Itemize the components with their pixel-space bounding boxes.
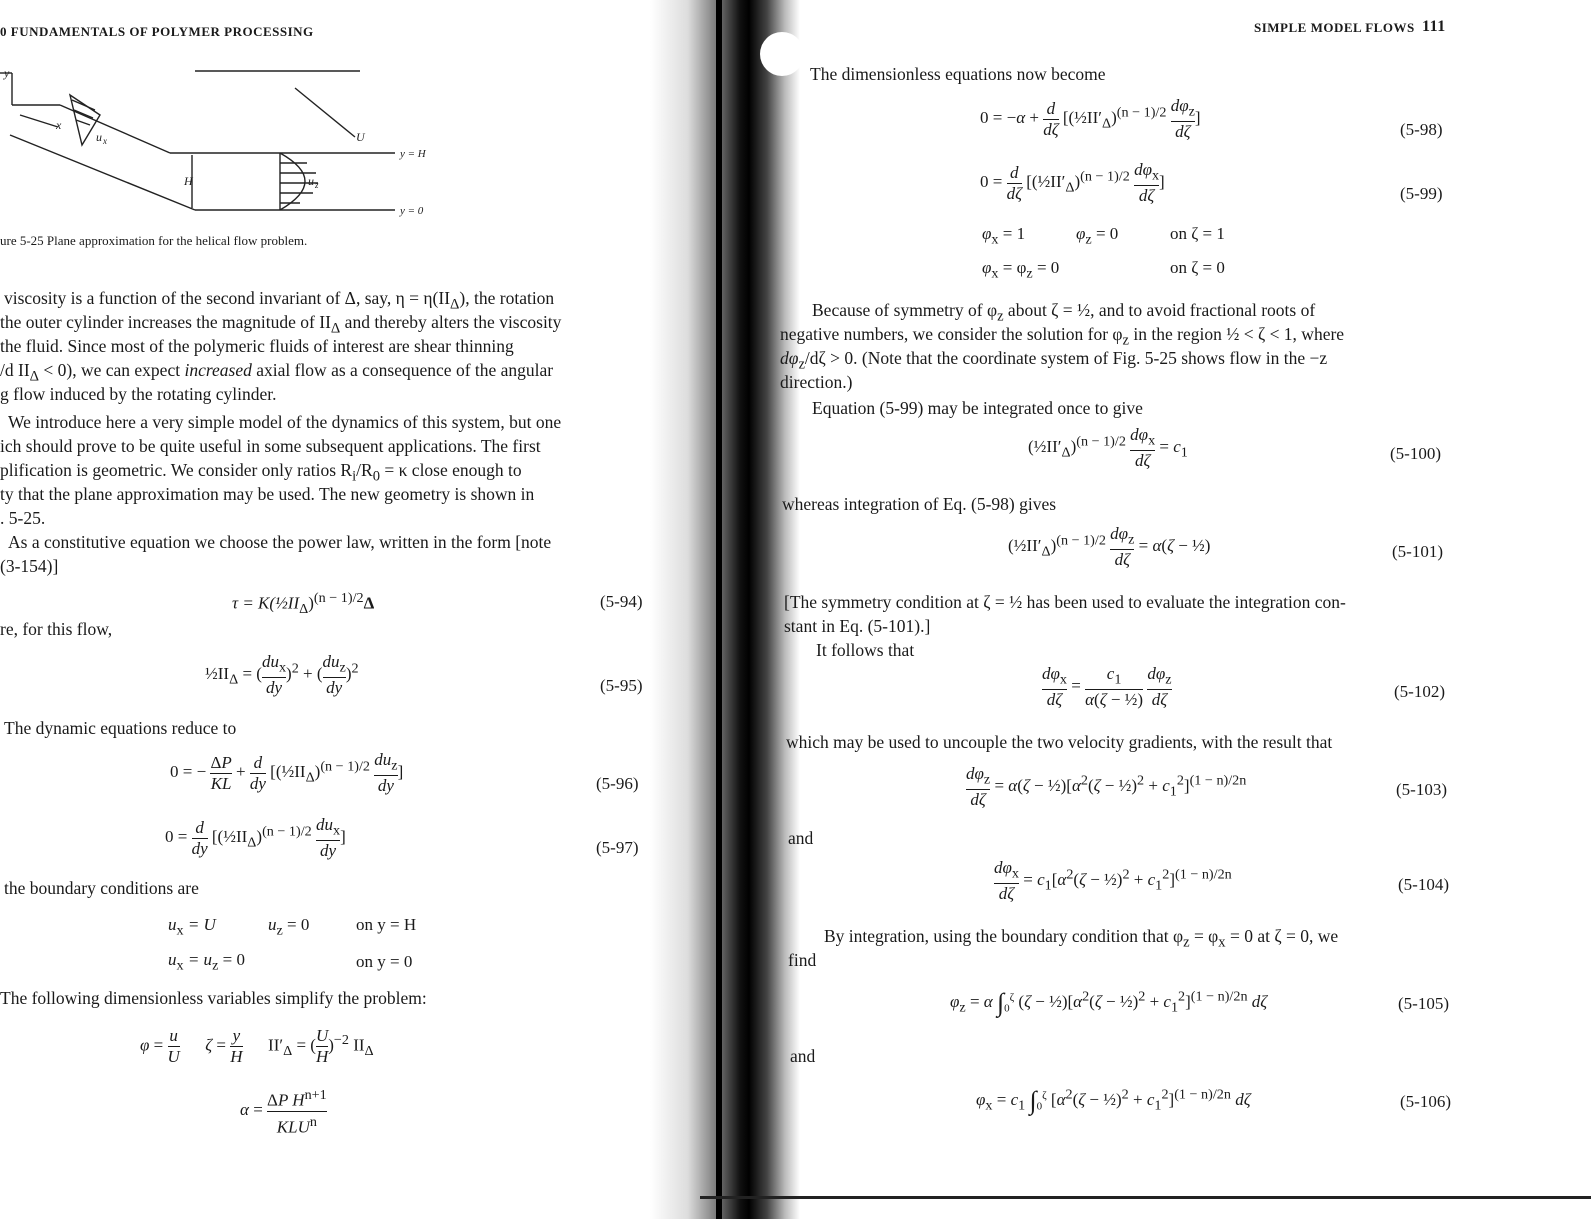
page-number: 111 [1422, 18, 1446, 35]
figure-5-25-diagram [0, 55, 440, 225]
eqno-5-102: (5-102) [1394, 682, 1445, 701]
eqno-5-105: (5-105) [1398, 994, 1449, 1013]
left-page [0, 0, 700, 1219]
equation-5-103: $\frac{d\varphi_z}{d\zeta}$ = $\alpha(\zeta - \frac{1}{2})[\alpha^2(\zeta$ − ½)$^2$ + $c_1^2]^{(1 - n)/2n}$ [966, 764, 1247, 810]
bc-row-1-condition: on y = H [356, 915, 417, 934]
rbc-row-2-condition: on ζ = 0 [1170, 258, 1225, 277]
fig-label-y-eq-h: y = H [400, 148, 426, 160]
fig-label-ux: u [96, 130, 102, 144]
book-spine [716, 0, 722, 1219]
bc-row-1: $u_x = U$ [168, 915, 216, 939]
equation-5-99: 0 = $\frac{d}{d\zeta}$ [$(\frac{1}{2}II'_\Delta)^{(n - 1)/2}$ $\frac{d\varphi_x}{d\zeta}$ ] [980, 160, 1165, 206]
fig-label-h: H [184, 174, 193, 188]
fig-label-uz: u [308, 174, 314, 188]
symmetry-line4: direction.) [780, 372, 853, 392]
rbc-row-1-condition: on ζ = 1 [1170, 224, 1225, 243]
u-velocity-arrow [295, 88, 355, 137]
para2-line4: ty that the plane approximation may be used. The new geometry is shown in [0, 484, 535, 504]
equation-5-101: $(\frac{1}{2}II'_\Delta)^{(n - 1)/2}$ $\frac{d\varphi_z}{d\zeta}$ = α(ζ − ½) [1008, 524, 1211, 570]
para1-line4: /d $II_\Delta < 0$), we can expect increased axial flow as a consequence of the angular [0, 360, 554, 385]
equation-5-105: $\varphi_z = \alpha$ $\int_0^\zeta$ $(\zeta - \frac{1}{2})[\alpha^2(\zeta$ − ½)$^2$ + $c_1^2]^{(1 - n)/2n}$ dζ [950, 988, 1268, 1017]
rbc-row-1: $\varphi_x = 1$ [982, 224, 1026, 248]
para2-line3: plification is geometric. We consider only ratios $R_i/R_0 = \kappa$ close enough to [0, 460, 522, 485]
symmetry-note-line1: [The symmetry condition at ζ = ½ has been used to evaluate the integration con- [784, 592, 1346, 612]
para2-line1: We introduce here a very simple model of the dynamics of this system, but one [8, 412, 562, 432]
para3-line2: (3-154)] [0, 556, 59, 576]
right-page [770, 0, 1591, 1219]
equation-5-102: $\frac{d\varphi_x}{d\zeta}$ = $\frac{c_1}{\text{α(ζ − ½)}}$ $\frac{d\varphi_z}{d\zeta}$ [1042, 664, 1172, 710]
equation-5-104: $\frac{d\varphi_x}{d\zeta}$ = $c_1[\alpha^2(\zeta$ − ½)$^2$ + $c_1^2]^{(1 - n)/2n}$ [994, 858, 1232, 904]
rbc-row-1-phiz: $\varphi_z = 0$ [1076, 224, 1119, 248]
eqno-5-95: (5-95) [600, 676, 643, 695]
equation-5-96: 0 = − $\frac{\Delta P}{KL}$ + $\frac{d}{dy}$ [$(\frac{1}{2}II_\Delta)^{(n - 1)/2}$ $\frac{du_z}{dy}$ ] [170, 750, 404, 796]
where-text: re, for this flow, [0, 619, 113, 639]
eqno-5-100: (5-100) [1390, 444, 1441, 463]
para2-line5: . 5-25. [0, 508, 46, 528]
para1-line2: the outer cylinder increases the magnitude of $II_\Delta$ and thereby alters the viscosity [0, 312, 562, 337]
eqno-5-94: (5-94) [600, 592, 643, 611]
para3-line1: As a constitutive equation we choose the power law, written in the form [note [8, 532, 552, 552]
fig-label-ux-sub: x [103, 136, 107, 146]
equation-5-100: $(\frac{1}{2}II'_\Delta)^{(n - 1)/2}$ $\frac{d\varphi_x}{d\zeta}$ = $c_1$ [1028, 425, 1188, 471]
para1-line1: viscosity is a function of the second invariant of Δ, say, $\eta = \eta(II_\Delta)$, the rotation [4, 288, 555, 313]
intro-text: The dimensionless equations now become [810, 64, 1106, 84]
alpha-definition: α = $\frac{\Delta P H^{n+1}}{KLU^n}$ [240, 1087, 327, 1137]
left-running-head: 0 FUNDAMENTALS OF POLYMER PROCESSING [0, 24, 314, 39]
right-running-head: SIMPLE MODEL FLOWS [1254, 20, 1415, 35]
fig-label-x: x [56, 118, 62, 132]
equation-5-94: $\tau = K(\frac{1}{2}II_\Delta)^{(n - 1)/2}\Delta$ [232, 590, 375, 618]
bottom-wall-slant [10, 135, 195, 210]
bc-row-2: $u_x = u_z = 0$ [168, 950, 245, 974]
eqno-5-98: (5-98) [1400, 120, 1443, 139]
fig-label-u: U [356, 130, 365, 144]
para1-line3: the fluid. Since most of the polymeric fluids of interest are shear thinning [0, 336, 514, 356]
symmetry-line2: negative numbers, we consider the solution for $\varphi_z$ in the region ½ < ζ < 1, where [780, 324, 1345, 349]
integrate-once-text: Equation (5-99) may be integrated once to give [812, 398, 1143, 418]
symmetry-note-line2: stant in Eq. (5-101).] [784, 616, 931, 636]
and-text-2: and [790, 1046, 816, 1066]
eqno-5-106: (5-106) [1400, 1092, 1451, 1111]
eqno-5-96: (5-96) [596, 774, 639, 793]
eqno-5-103: (5-103) [1396, 780, 1447, 799]
dimensionless-text: The following dimensionless variables simplify the problem: [0, 988, 427, 1008]
para2-line2: ich should prove to be quite useful in some subsequent applications. The first [0, 436, 541, 456]
uz-profile [280, 153, 305, 210]
x-axis-arrow [20, 115, 58, 127]
equation-5-106: $\varphi_x = c_1$ $\int_0^\zeta$ [$\alpha^2(\zeta$ − ½)$^2$ + $c_1^2]^{(1 - n)/2n}$ dζ [976, 1086, 1251, 1115]
para1-line5: g flow induced by the rotating cylinder. [0, 384, 277, 404]
and-text-1: and [788, 828, 814, 848]
eqno-5-99: (5-99) [1400, 184, 1443, 203]
fig-label-y: y [4, 66, 10, 80]
fig-label-y-eq-0: y = 0 [400, 205, 424, 217]
eqno-5-104: (5-104) [1398, 875, 1449, 894]
equation-5-98: 0 = −α + $\frac{d}{d\zeta}$ [$(\frac{1}{2}II'_\Delta)^{(n - 1)/2}$ $\frac{d\varphi_z}{d\zeta}$ ] [980, 96, 1201, 142]
by-integration-line1: By integration, using the boundary condition that $\varphi_z = \varphi_x = 0$ at ζ = 0, we [824, 926, 1339, 951]
whereas-text: whereas integration of Eq. (5-98) gives [782, 494, 1057, 514]
bc-row-1-uz: $u_z = 0$ [268, 915, 310, 939]
dynamic-text: The dynamic equations reduce to [4, 718, 237, 738]
eqno-5-101: (5-101) [1392, 542, 1443, 561]
boundary-text: the boundary conditions are [4, 878, 199, 898]
equation-5-95: $\frac{1}{2}II_\Delta$ = ( $\frac{du_x}{dy}$ )$^2$ + ( $\frac{du_z}{dy}$ )$^2$ [205, 652, 359, 698]
eqno-5-97: (5-97) [596, 838, 639, 857]
figure-caption: ure 5-25 Plane approximation for the helical flow problem. [0, 233, 308, 248]
dimensionless-variables: φ = $\frac{u}{U}$ ζ = $\frac{y}{H}$ $II'_\Delta$ = ( $\frac{U}{H}$ )$^{-2}$ $II_\Delta$ [140, 1026, 374, 1066]
follows-text: It follows that [816, 640, 915, 660]
rbc-row-2: $\varphi_x = \varphi_z = 0$ [982, 258, 1060, 282]
bc-row-2-condition: on y = 0 [356, 952, 413, 971]
symmetry-line3: $d\varphi_z/d\zeta > 0$. (Note that the coordinate system of Fig. 5-25 shows flow in the −z [780, 348, 1328, 373]
fig-label-uz-sub: z [315, 180, 319, 190]
equation-5-97: 0 = $\frac{d}{dy}$ [$(\frac{1}{2}II_\Delta)^{(n - 1)/2}$ $\frac{du_x}{dy}$ ] [165, 815, 346, 861]
symmetry-line1: Because of symmetry of $\varphi_z$ about ζ = ½, and to avoid fractional roots of [812, 300, 1316, 325]
uncouple-text: which may be used to uncouple the two velocity gradients, with the result that [786, 732, 1333, 752]
top-wall-slant [60, 105, 170, 153]
find-text: find [788, 950, 817, 970]
